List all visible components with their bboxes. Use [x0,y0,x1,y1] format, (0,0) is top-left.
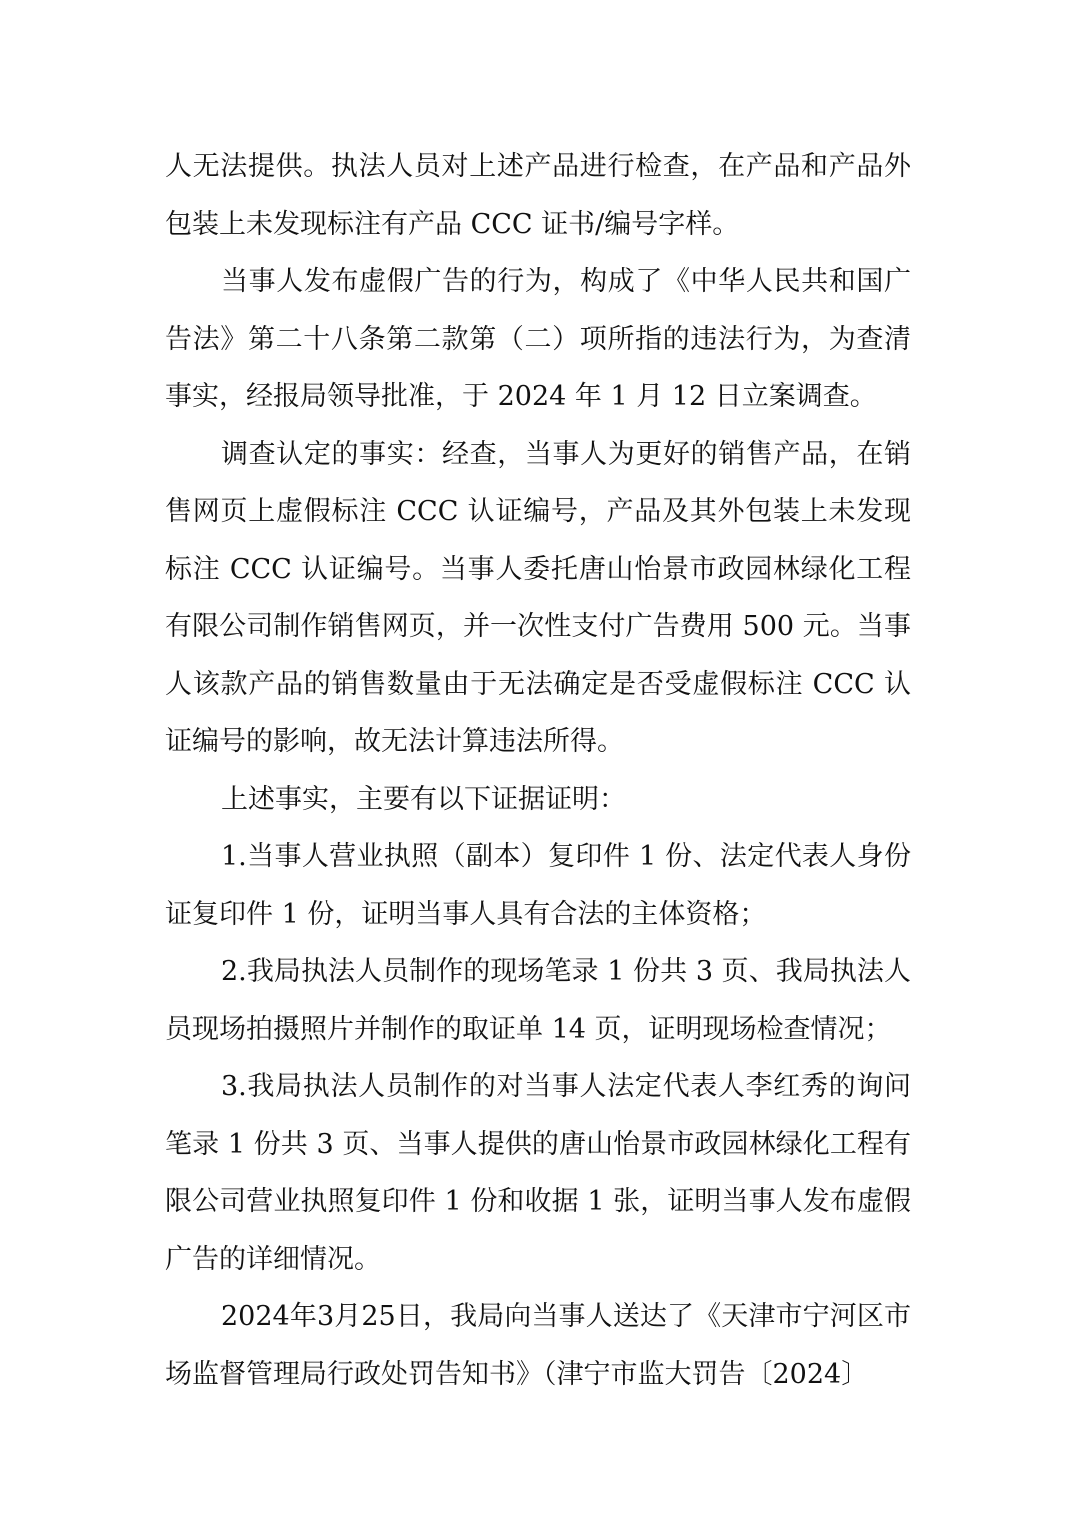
paragraph-evidence-1: 1.当事人营业执照（副本）复印件 1 份、法定代表人身份证复印件 1 份，证明当事人具有合法的主体资格； [165,841,911,930]
paragraph-continuation: 人无法提供。执法人员对上述产品进行检查，在产品和产品外包装上未发现标注有产品 CCC 证书/编号字样。 [165,151,911,240]
paragraph-notice-delivery: 2024年3月25日，我局向当事人送达了《天津市宁河区市场监督管理局行政处罚告知书》（津宁市监大罚告〔2024〕 [165,1301,911,1390]
paragraph-violation-statement: 当事人发布虚假广告的行为，构成了《中华人民共和国广告法》第二十八条第二款第（二）项所指的违法行为，为查清事实，经报局领导批准，于 2024 年 1 月 12 日立案调查。 [165,266,911,412]
document-body [165,138,911,1403]
paragraph-evidence-intro: 上述事实，主要有以下证据证明： [221,783,626,815]
paragraph-investigation-facts: 调查认定的事实：经查，当事人为更好的销售产品，在销售网页上虚假标注 CCC 认证编号，产品及其外包装上未发现标注 CCC 认证编号。当事人委托唐山怡景市政园林绿化工程有限公司制作销售网页，并一次性支付广告费用 500 元。当事人该款产品的销售数量由于无法确定是否受虚假标注 CCC 认证编号的影响，故无法计算违法所得。 [165,438,911,757]
paragraph-evidence-3: 3.我局执法人员制作的对当事人法定代表人李红秀的询问笔录 1 份共 3 页、当事人提供的唐山怡景市政园林绿化工程有限公司营业执照复印件 1 份和收据 1 张，证明当事人发布虚假广告的详细情况。 [165,1071,911,1275]
paragraph-evidence-2: 2.我局执法人员制作的现场笔录 1 份共 3 页、我局执法人员现场拍摄照片并制作的取证单 14 页，证明现场检查情况； [165,956,911,1045]
